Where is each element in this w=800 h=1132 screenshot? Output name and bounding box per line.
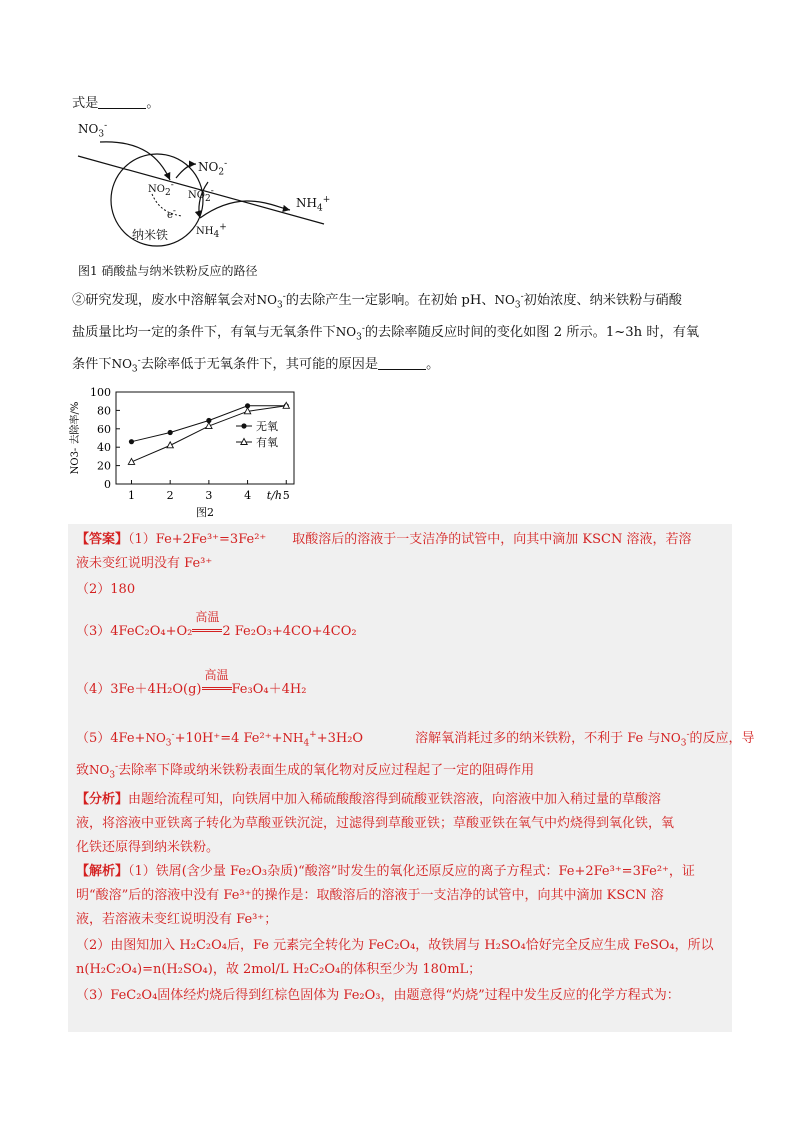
explanation-line-1: 【解析】（1）铁屑(含少量 Fe₂O₃杂质)“酸溶”时发生的氧化还原反应的离子方程式：Fe+2Fe³⁺=3Fe²⁺，证 [76,864,695,879]
label-nh4-out: $NH_4^+$ [296,195,331,214]
question-para-line-3: 条件下$NO_3^-$去除率低于无氧条件下，其可能的原因是 。 [72,356,440,375]
x-tick-label: 1 [127,489,135,502]
explanation-line-5: n(H₂C₂O₄)=n(H₂SO₄)，故 2mol/L H₂C₂O₄的体积至少为 180mL； [76,962,482,977]
y-tick-label: 60 [97,422,111,436]
label-no2-in: $NO_2^-$ [148,180,174,198]
answer-line-5: （4）3Fe＋4H₂O(g) 高温 Fe₃O₄＋4H₂ [76,668,307,697]
data-point-1 [167,442,173,448]
explanation-line-6: （3）FeC₂O₄固体经灼烧后得到红棕色固体为 Fe₂O₃，由题意得“灼烧”过程中发生反应的化学方程式为： [76,988,680,1003]
answer-line-4: （3）4FeC₂O₄+O₂ 高温 2 Fe₂O₃+4CO+4CO₂ [76,610,357,639]
x-tick-label: 3 [205,489,213,502]
y-tick-label: 40 [97,441,111,455]
x-tick-label: 4 [244,489,252,502]
label-nano-iron: 纳米铁 [132,228,169,242]
y-tick-label: 0 [104,478,111,491]
x-tick-label: 5 [282,489,290,502]
figure-2-chart [64,380,314,520]
legend-label-1: 有氧 [256,436,278,449]
answer-line-1: 【答案】（1）Fe+2Fe³⁺=3Fe²⁺ 取酸溶后的溶液于一支洁净的试管中，向其中滴加 KSCN 溶液，若溶 [76,532,692,547]
answer-line-3: （2）180 [76,582,136,597]
answer-line-6: $(5)4Fe+NO_3^-+10H^+=4$ $Fe^{2+}+NH_4^++3H_2O$ 溶解氧消耗过多的纳米铁粉，不利于 Fe 与$NO_3^-$的反应，导 [76,730,755,749]
label-electron: e- [167,206,176,221]
nh4-out-arrow [200,201,290,218]
x-axis-label: t/h [266,489,282,502]
answer-blank-1 [98,95,146,109]
answer-blank-2 [378,356,426,370]
analysis-line-2: 液，将溶液中亚铁离子转化为草酸亚铁沉淀，过滤得到草酸亚铁；草酸亚铁在氧气中灼烧得到氧化铁，氧 [76,816,675,831]
question-para-line-2: 盐质量比均一定的条件下，有氧与无氧条件下$NO_3^-$的去除率随反应时间的变化如图 2 所示。1~3h 时，有氧 [72,324,700,343]
x-tick-label: 2 [166,489,174,502]
y-tick-label: 20 [97,459,111,473]
series-line-1 [131,406,286,462]
y-tick-label: 100 [90,386,111,399]
y-tick-label: 80 [97,404,111,418]
explanation-line-3: 液，若溶液未变红说明没有 Fe³⁺； [76,912,278,927]
question-para-line-1: ②研究发现，废水中溶解氧会对$NO_3^-$的去除产生一定影响。在初始 pH、$NO_3^-$初始浓度、纳米铁粉与硝酸 [72,292,682,311]
data-point-0 [168,430,173,435]
label-no3: $NO_3^-$ [78,121,108,140]
label-no2-in2: $NO_2^-$ [188,186,214,204]
no3-arrow [100,142,170,180]
label-no2-out: $NO_2^-$ [198,159,228,178]
figure-1-caption: 图1 硝酸盐与纳米铁粉反应的路径 [78,264,258,278]
label-nh4-in: $NH_4^+$ [196,222,227,240]
analysis-line-3: 化铁还原得到纳米铁粉。 [76,840,220,855]
data-point-0 [129,439,134,444]
question-line-1: 式是 。 [72,96,160,111]
legend-marker-0 [241,423,246,428]
answer-line-2: 液未变红说明没有 Fe³⁺ [76,556,213,571]
explanation-line-2: 明“酸溶”后的溶液中没有 Fe³⁺的操作是：取酸溶后的溶液于一支洁净的试管中，向其中滴加 KSCN 溶 [76,888,664,903]
legend-label-0: 无氧 [256,420,278,433]
answer-line-7: 致$NO_3^-$去除率下降或纳米铁粉表面生成的氧化物对反应过程起了一定的阻碍作用 [76,762,535,781]
chart-title: 图2 [196,506,214,519]
y-axis-label: NO3- 去除率/% [70,401,81,475]
analysis-line-1: 【分析】由题给流程可知，向铁屑中加入稀硫酸酸溶得到硫酸亚铁溶液，向溶液中加入稍过量的草酸溶 [76,792,662,807]
explanation-line-4: （2）由图知加入 H₂C₂O₄后，Fe 元素完全转化为 FeC₂O₄，故铁屑与 H₂SO₄恰好完全反应生成 FeSO₄，所以 [76,938,714,953]
